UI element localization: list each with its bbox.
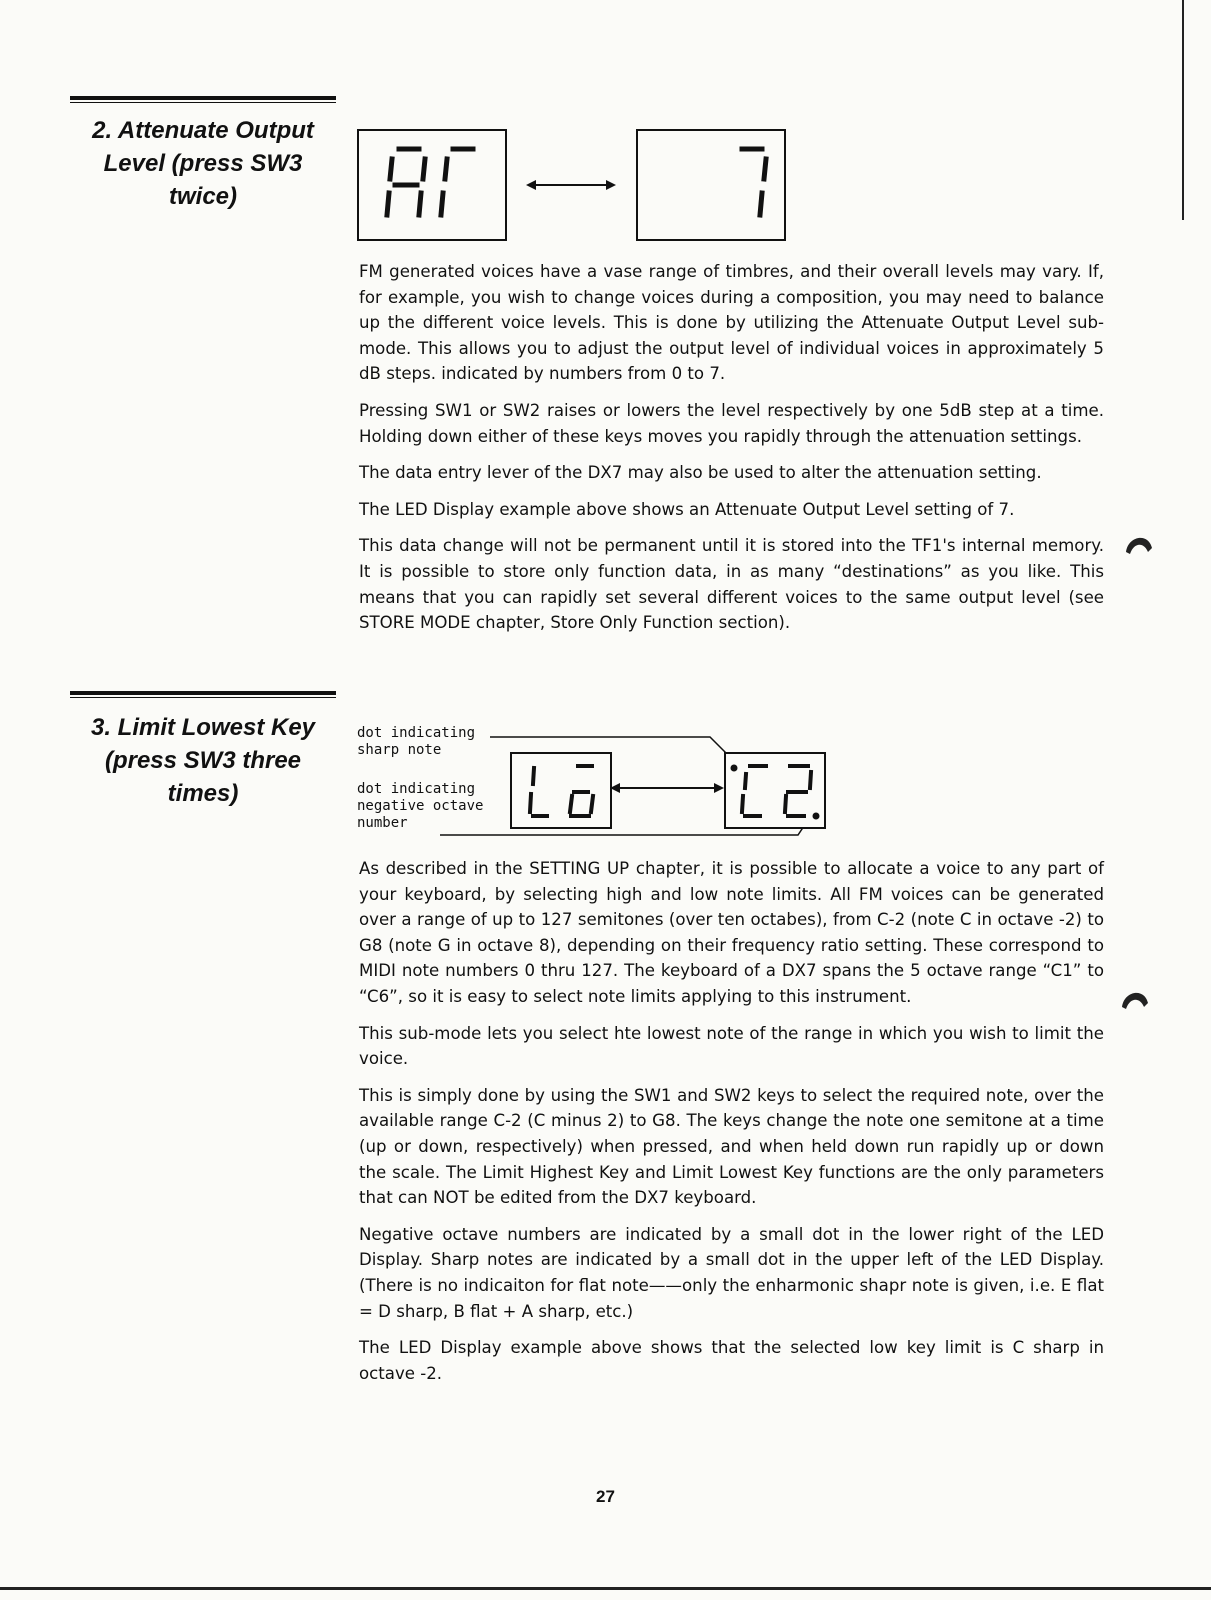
- paragraph: As described in the SETTING UP chapter, it is possible to allocate a voice to any part of your keyboard, by selecting high and low note limits. All FM voices can be generated over a range of up to 127 semitones (over ten octabes), from C-2 (note C in octave -2) to G8 (note G in octave 8), depending on their frequency ratio setting. These correspond to MIDI note numbers 0 thru 127. The keyboard of a DX7 spans the 5 octave range “C1” to “C6”, so it is easy to select note limits applying to this instrument.: [359, 859, 1104, 1006]
- page-number: 27: [596, 1487, 615, 1506]
- label-sharp-dot: dot indicating sharp note: [357, 725, 476, 758]
- led-digit-7: [638, 131, 784, 239]
- paragraph: This sub-mode lets you select hte lowest note of the range in which you wish to limit the voice.: [359, 1023, 1104, 1069]
- led-digits-c-sharp-minus-2: [726, 754, 824, 827]
- margin-thumb-mark-icon: [1124, 530, 1154, 556]
- led-digits-ar: [359, 131, 505, 239]
- led-digits-lo: [512, 754, 610, 827]
- led-display-lo: [510, 752, 612, 829]
- paragraph: This data change will not be permanent until it is stored into the TF1's internal memory. It is possible to store only function data, in as many “destinations” as you like. This means that you can rapidly set several different voices to the same output level (see STORE MODE chapter, Store Only Function section).: [359, 536, 1104, 633]
- arrow-double: [526, 178, 616, 192]
- paragraph: Pressing SW1 or SW2 raises or lowers the level respectively by one 5dB step at a time. Holding down either of these keys moves you rapidly through the attenuation settings.: [359, 400, 1104, 446]
- section-body-attenuate: [359, 259, 1104, 647]
- paragraph: The LED Display example above shows that the selected low key limit is C sharp in octave -2.: [359, 1338, 1104, 1383]
- label-negative-octave-dot: dot indicating negative octave number: [357, 781, 484, 831]
- led-display-right: [636, 129, 786, 241]
- section-body-limit-lowest-key: [359, 856, 1104, 1397]
- paragraph: The data entry lever of the DX7 may also be used to alter the attenuation setting.: [359, 463, 1042, 483]
- sharp-dot-icon: [731, 765, 738, 772]
- led-display-left: [357, 129, 507, 241]
- arrow-double: [610, 781, 724, 795]
- paragraph: Negative octave numbers are indicated by a small dot in the lower right of the LED Display. Sharp notes are indicated by a small dot in the upper left of the LED Display. (There is no indicaiton for flat note——only the enharmonic shapr note is given, i.e. E flat = D sharp, B flat + A sharp, etc.): [359, 1224, 1104, 1321]
- section-heading-limit-lowest-key: 3. Limit Lowest Key (press SW3 three times): [90, 714, 316, 807]
- paragraph: FM generated voices have a vase range of timbres, and their overall levels may vary. If, for example, you wish to change voices during a composition, you may need to balance up the different voice levels. This is done by utilizing the Attenuate Output Level sub-mode. This allows you to adjust the output level of individual voices in approximately 5 dB steps. indicated by numbers from 0 to 7.: [359, 262, 1104, 384]
- scan-edge-line: [0, 1587, 1211, 1590]
- paragraph: This is simply done by using the SW1 and SW2 keys to select the required note, over the available range C-2 (C minus 2) to G8. The keys change the note one semitone at a time (up or down, respectively) when pressed, and when held down run rapidly up or down the scale. The Limit Highest Key and Limit Lowest Key functions are the only parameters that can NOT be edited from the DX7 keyboard.: [359, 1085, 1104, 1208]
- led-display-c2: [724, 752, 826, 829]
- margin-thumb-mark-icon: [1120, 985, 1150, 1011]
- section-heading-attenuate: 2. Attenuate Output Level (press SW3 twice): [92, 117, 314, 210]
- scan-edge-line: [1182, 0, 1184, 220]
- paragraph: The LED Display example above shows an Attenuate Output Level setting of 7.: [359, 499, 1015, 519]
- negative-octave-dot-icon: [813, 813, 820, 820]
